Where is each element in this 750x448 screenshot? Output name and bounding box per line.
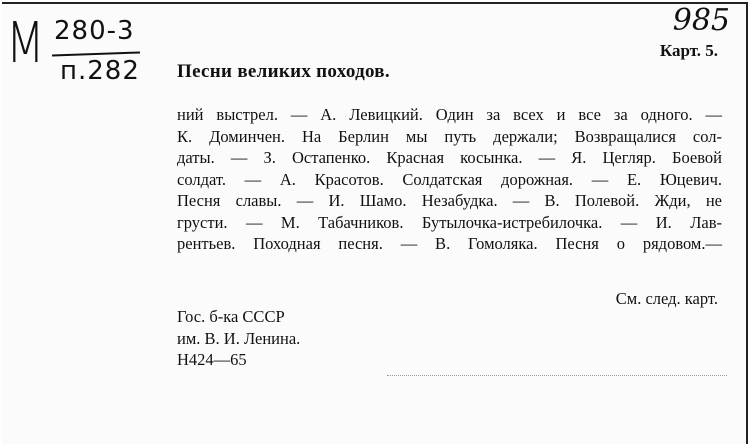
card-number-label: Карт. 5. [659,41,718,60]
see-next-card: См. след. карт. [615,289,718,308]
body-line: солдат. — А. Красотов. Солдатская дорожная. — Е. Юцевич. [177,169,722,189]
library-line-3: Н424—65 [177,350,247,369]
body-line: грусти. — М. Табачников. Бутылочка-истребилочка. — И. Лав- [177,212,722,232]
library-imprint [177,306,300,371]
catalog-card [2,2,748,444]
handwritten-shelfmark-bottom: п.282 [60,56,140,86]
card-title: Песни великих походов. [177,61,390,82]
handwritten-number: 985 [672,3,730,38]
body-line: К. Доминчен. На Берлин мы путь держали; Возвращалися сол- [177,126,722,146]
library-line-2: им. В. И. Ленина. [177,328,301,348]
faint-dotted-mark [387,375,727,378]
library-line-1: Гос. б-ка СССР [177,307,285,326]
handwritten-shelfmark-top: 280-3 [54,16,135,46]
card-body [177,104,722,255]
body-line: Песня славы. — И. Шамо. Незабудка. — В. Полевой. Жди, не [177,191,722,210]
handwritten-letter: M [6,11,45,76]
body-line: даты. — З. Остапенко. Красная косынка. — Я. Цегляр. Боевой [177,148,722,167]
body-line: рентьев. Походная песня. — В. Гомоляка. Песня о рядовом.— [177,234,722,253]
body-line: ний выстрел. — А. Левицкий. Один за всех и все за одного. — [177,105,722,124]
